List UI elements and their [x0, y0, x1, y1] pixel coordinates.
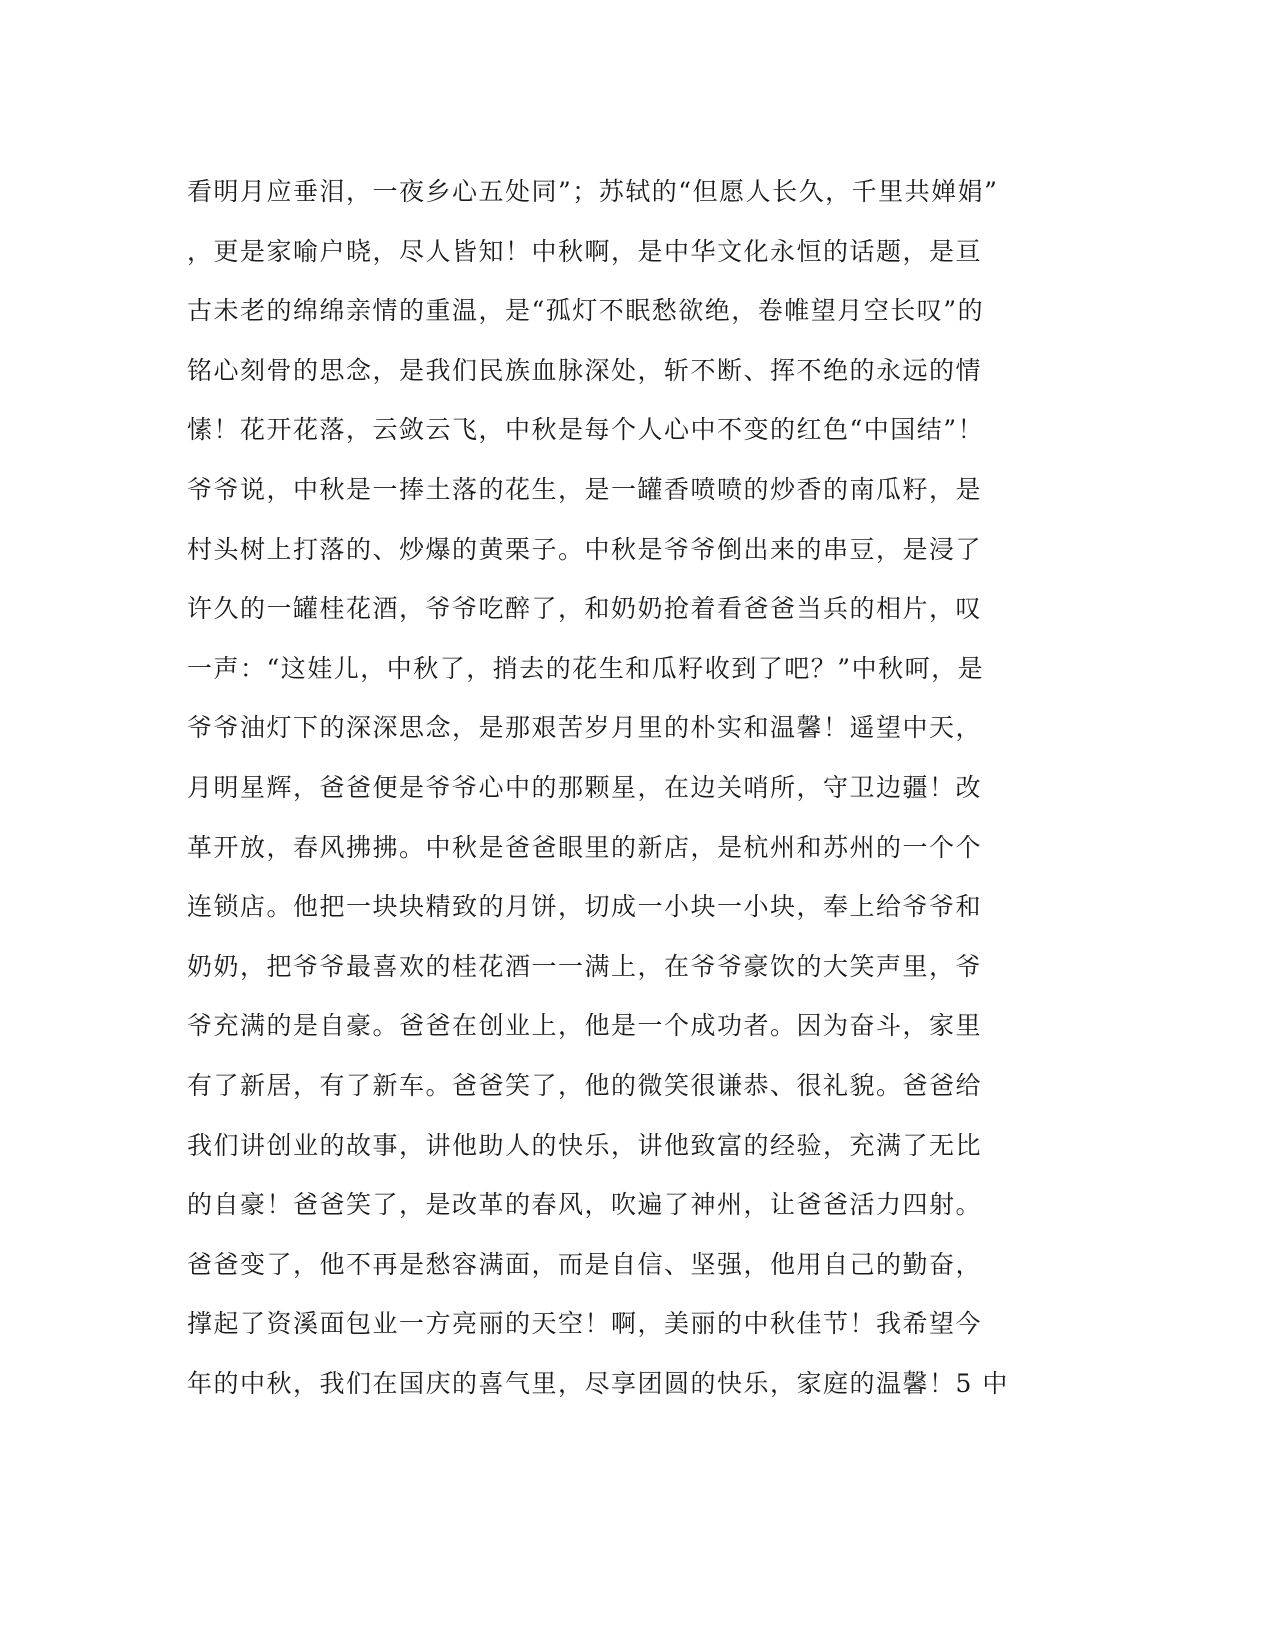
text-line: 革开放，春风拂拂。中秋是爸爸眼里的新店，是杭州和苏州的一个个: [187, 832, 983, 862]
text-line: 有了新居，有了新车。爸爸笑了，他的微笑很谦恭、很礼貌。爸爸给: [187, 1070, 983, 1100]
text-line: 奶奶，把爷爷最喜欢的桂花酒一一满上，在爷爷豪饮的大笑声里，爷: [187, 951, 983, 981]
body-text: [187, 162, 1087, 1413]
text-line: 爷爷说，中秋是一捧土落的花生，是一罐香喷喷的炒香的南瓜籽，是: [187, 474, 983, 504]
text-line: 爷充满的是自豪。爸爸在创业上，他是一个成功者。因为奋斗，家里: [187, 1011, 983, 1041]
text-line: 古未老的绵绵亲情的重温，是“孤灯不眠愁欲绝，卷帷望月空长叹”的: [187, 296, 985, 326]
text-line: 爷爷油灯下的深深思念，是那艰苦岁月里的朴实和温馨！遥望中天，: [187, 713, 983, 743]
text-line: 愫！花开花落，云敛云飞，中秋是每个人心中不变的红色“中国结”！: [187, 415, 985, 445]
text-line: 爸爸变了，他不再是愁容满面，而是自信、坚强，他用自己的勤奋，: [187, 1249, 983, 1279]
text-line: 月明星辉，爸爸便是爷爷心中的那颗星，在边关哨所，守卫边疆！改: [187, 772, 983, 802]
text-line: 一声：“这娃儿，中秋了，捎去的花生和瓜籽收到了吧？”中秋呵，是: [187, 653, 985, 683]
text-line: 连锁店。他把一块块精致的月饼，切成一小块一小块，奉上给爷爷和: [187, 892, 983, 922]
text-line: 许久的一罐桂花酒，爷爷吃醉了，和奶奶抢着看爸爸当兵的相片，叹: [187, 594, 983, 624]
text-line: 的自豪！爸爸笑了，是改革的春风，吹遍了神州，让爸爸活力四射。: [187, 1190, 983, 1220]
text-line: ，更是家喻户晓，尽人皆知！中秋啊，是中华文化永恒的话题，是亘: [187, 236, 983, 266]
text-line: 看明月应垂泪，一夜乡心五处同”；苏轼的“但愿人长久，千里共婵娟”: [187, 177, 999, 206]
text-line: 年的中秋，我们在国庆的喜气里，尽享团圆的快乐，家庭的温馨！5 中: [187, 1368, 1009, 1398]
text-line: 铭心刻骨的思念，是我们民族血脉深处，斩不断、挥不绝的永远的情: [187, 355, 983, 385]
text-line: 撑起了资溪面包业一方亮丽的天空！啊，美丽的中秋佳节！我希望今: [187, 1309, 983, 1339]
text-line: 我们讲创业的故事，讲他助人的快乐，讲他致富的经验，充满了无比: [187, 1130, 983, 1160]
text-line: 村头树上打落的、炒爆的黄栗子。中秋是爷爷倒出来的串豆，是浸了: [187, 534, 983, 564]
